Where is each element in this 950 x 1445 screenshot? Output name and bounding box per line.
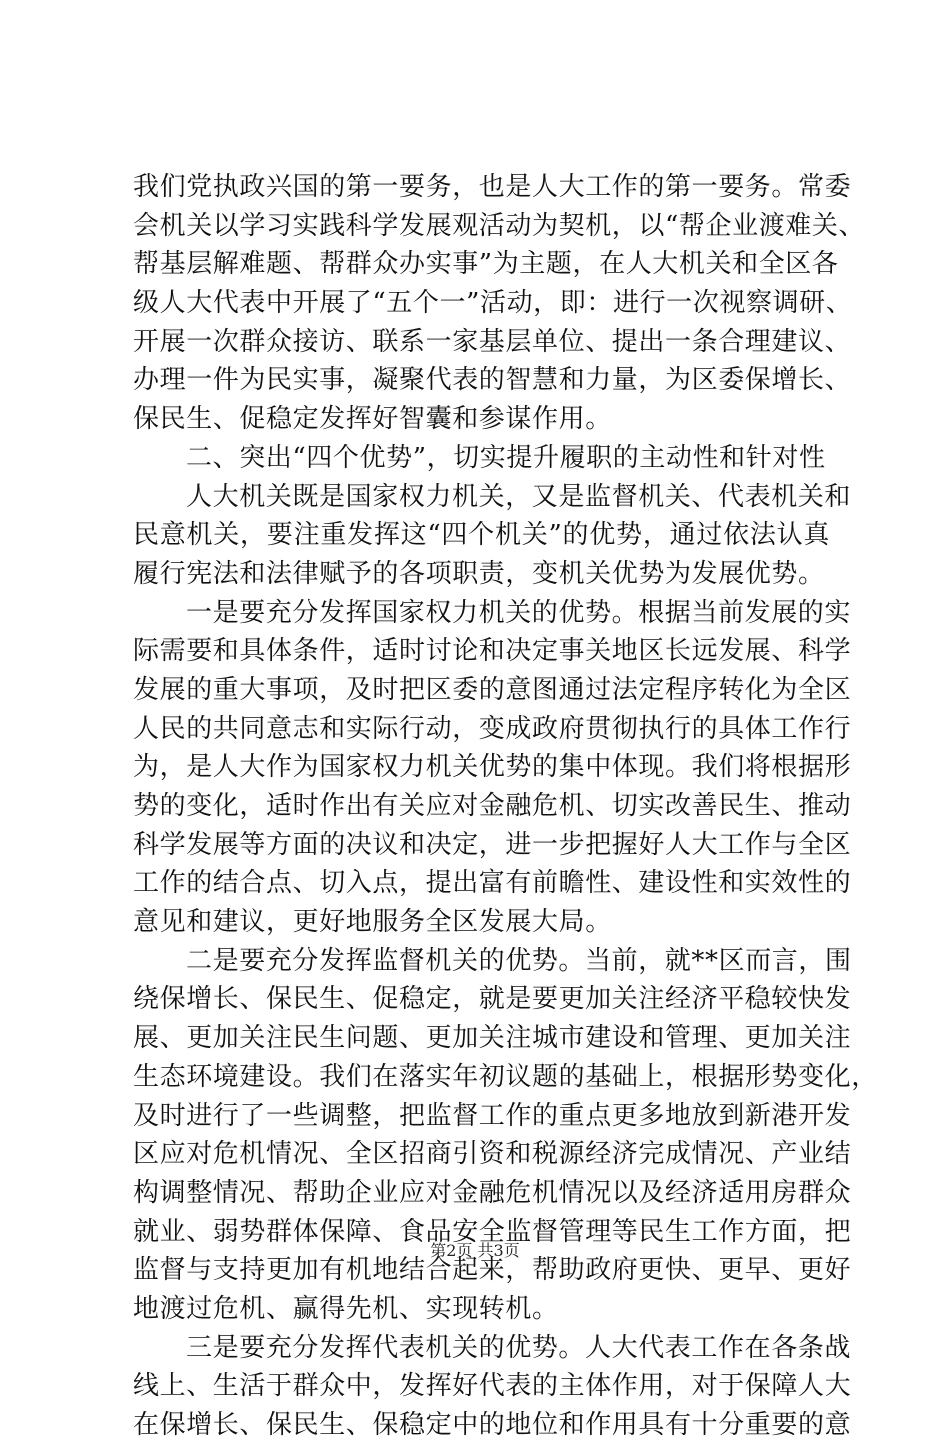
- text-line: 二是要充分发挥监督机关的优势。当前，就**区而言，围: [186, 945, 852, 976]
- text-line: 意见和建议，更好地服务全区发展大局。: [133, 907, 612, 938]
- text-line: 工作的结合点、切入点，提出富有前瞻性、建设性和实效性的: [133, 868, 852, 899]
- text-line: 生态环境建设。我们在落实年初议题的基础上，根据形势变化，: [133, 1061, 878, 1092]
- text-line: 民意机关，要注重发挥这“四个机关”的优势，通过依法认真: [133, 520, 830, 551]
- text-line: 为，是人大作为国家权力机关优势的集中体现。我们将根据形: [133, 752, 852, 783]
- text-line: 地渡过危机、赢得先机、实现转机。: [133, 1293, 559, 1324]
- text-line: 级人大代表中开展了“五个一”活动，即：进行一次视察调研、: [133, 288, 853, 319]
- page-number-footer: 第2页 共3页: [430, 1241, 520, 1260]
- text-line: 一是要充分发挥国家权力机关的优势。根据当前发展的实: [186, 597, 852, 628]
- text-line: 人民的共同意志和实际行动，变成政府贯彻执行的具体工作行: [133, 713, 852, 744]
- text-line: 绕保增长、保民生、促稳定，就是要更加关注经济平稳较快发: [133, 984, 852, 1015]
- text-line: 线上、生活于群众中，发挥好代表的主体作用，对于保障人大: [133, 1371, 852, 1402]
- section-heading: 二、突出“四个优势”，切实提升履职的主动性和针对性: [186, 442, 826, 473]
- text-line: 监督与支持更加有机地结合起来，帮助政府更快、更早、更好: [133, 1255, 852, 1286]
- text-line: 在保增长、保民生、保稳定中的地位和作用具有十分重要的意: [133, 1410, 852, 1440]
- text-line: 办理一件为民实事，凝聚代表的智慧和力量，为区委保增长、: [133, 365, 852, 396]
- text-line: 开展一次群众接访、联系一家基层单位、提出一条合理建议、: [133, 326, 852, 357]
- text-line: 人大机关既是国家权力机关，又是监督机关、代表机关和: [186, 481, 852, 512]
- text-line: 发展的重大事项，及时把区委的意图通过法定程序转化为全区: [133, 674, 852, 705]
- text-line: 就业、弱势群体保障、食品安全监督管理等民生工作方面，把: [133, 1216, 852, 1247]
- text-line: 帮基层解难题、帮群众办实事”为主题，在人大机关和全区各: [133, 249, 839, 280]
- text-line: 展、更加关注民生问题、更加关注城市建设和管理、更加关注: [133, 1023, 852, 1054]
- text-line: 际需要和具体条件，适时讨论和决定事关地区长远发展、科学: [133, 636, 852, 667]
- text-line: 会机关以学习实践科学发展观活动为契机，以“帮企业渡难关、: [133, 210, 866, 241]
- text-line: 及时进行了一些调整，把监督工作的重点更多地放到新港开发: [133, 1100, 852, 1131]
- text-line: 区应对危机情况、全区招商引资和税源经济完成情况、产业结: [133, 1139, 852, 1170]
- text-line: 构调整情况、帮助企业应对金融危机情况以及经济适用房群众: [133, 1177, 852, 1208]
- text-line: 三是要充分发挥代表机关的优势。人大代表工作在各条战: [186, 1332, 852, 1363]
- text-line: 势的变化，适时作出有关应对金融危机、切实改善民生、推动: [133, 791, 852, 821]
- text-line: 履行宪法和法律赋予的各项职责，变机关优势为发展优势。: [133, 558, 825, 589]
- text-line: 科学发展等方面的决议和决定，进一步把握好人大工作与全区: [133, 829, 852, 860]
- text-line: 保民生、促稳定发挥好智囊和参谋作用。: [133, 404, 612, 435]
- text-line: 我们党执政兴国的第一要务，也是人大工作的第一要务。常委: [133, 172, 852, 202]
